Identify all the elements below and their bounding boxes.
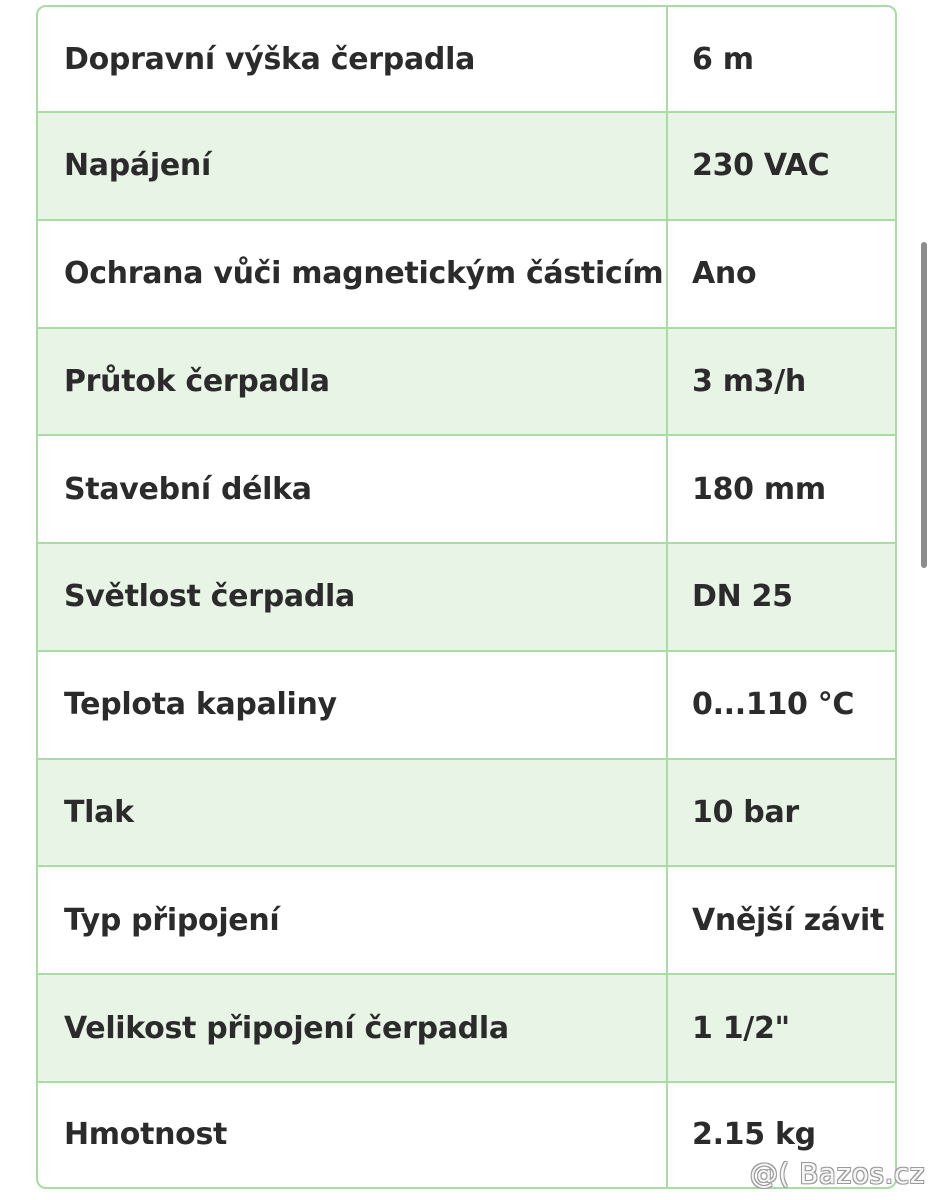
table-row	[38, 543, 895, 651]
param-name: Tlak	[38, 759, 667, 867]
param-value: 230 VAC	[667, 112, 895, 220]
param-name: Napájení	[38, 112, 667, 220]
param-value: 6 m	[667, 7, 895, 112]
param-name: Průtok čerpadla	[38, 328, 667, 436]
table-row	[38, 759, 895, 867]
watermark: @( Bazos.cz	[749, 1157, 925, 1190]
table-row	[38, 7, 895, 112]
table-row	[38, 112, 895, 220]
param-name: Typ připojení	[38, 866, 667, 974]
param-value: Vnější závit	[667, 866, 895, 974]
param-name: Světlost čerpadla	[38, 543, 667, 651]
param-value: 0...110 °C	[667, 651, 895, 759]
spec-table	[38, 7, 895, 1187]
table-row	[38, 974, 895, 1082]
spec-table-container	[36, 5, 897, 1189]
table-row	[38, 435, 895, 543]
vertical-scrollbar[interactable]	[921, 242, 927, 568]
param-name: Stavební délka	[38, 435, 667, 543]
param-value: DN 25	[667, 543, 895, 651]
param-name: Hmotnost	[38, 1082, 667, 1187]
table-row	[38, 220, 895, 328]
param-name: Ochrana vůči magnetickým částicím	[38, 220, 667, 328]
param-name: Velikost připojení čerpadla	[38, 974, 667, 1082]
param-value: 1 1/2"	[667, 974, 895, 1082]
table-row	[38, 651, 895, 759]
param-value: 2.15 kg	[692, 1117, 816, 1153]
param-name: Teplota kapaliny	[38, 651, 667, 759]
table-row	[38, 866, 895, 974]
param-value: 3 m3/h	[667, 328, 895, 436]
spec-table-body	[38, 7, 895, 1187]
param-value: 180 mm	[667, 435, 895, 543]
param-value: Ano	[667, 220, 895, 328]
param-name: Dopravní výška čerpadla	[38, 7, 667, 112]
param-value: 10 bar	[667, 759, 895, 867]
table-row	[38, 328, 895, 436]
